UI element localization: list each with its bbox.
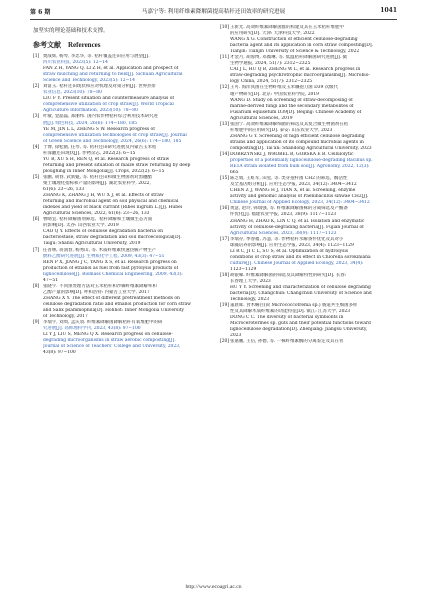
reference-number: [18] [220,272,230,278]
running-title: 马嘉宁等: 利用纤维素降解菌提高秸秆还田效率的研究进展 [141,9,286,15]
reference-line: lignocellulose degradation[D]. Zhenjiang: Jiangsu University, [230,327,368,333]
reference-number: [2] [33,84,40,90]
reference-item [33,248,203,284]
reference-line: FAN Z H, YANG Q, LI Z H, et al. Application and prospect of [43,66,179,72]
reference-item [220,303,396,339]
reference-line: CAO Q Y. Effects of cellulose degradation bacteria on [43,229,163,235]
reference-line: 王新光. 高效纤维素降解菌群的构建及其在玉米秸秆堆肥中 [230,25,344,30]
reference-number: [5] [33,174,40,180]
reference-number: [1] [33,54,40,59]
reference-line: cellulose degradation ratio and ethanol production for corn straw [43,301,191,307]
reference-line: 刘富玉. 秸秆还田现状和应对机理及对策分析[J]. 世界热带 [43,84,156,90]
reference-number: [7] [33,247,40,253]
reference-line: YE M, JIN L L, ZHENG S W. Research progress of [43,126,155,132]
reference-line: 的应用研究[D]. 天津: 天津科技大学, 2022 [230,31,315,37]
reference-line: Microcerotermes sp. guts and their potential functions toward [230,321,371,327]
reference-line: 张鹏, 胡春, 武新魁, 等. 秸秆还田和微生物菌剂对黑穗醋 [43,174,152,180]
reference-line: straw mulching and returning to field[J]. Sichuan Agricultural [43,72,183,78]
reference-line: activity of cellulose-degrading bacteria[J]. Fujian Journal of [230,224,364,230]
reference-line: 件优化[J]. 福建农业学报, 2023, 38(9): 1117−1123 [230,212,337,218]
reference-line: ZHANG K, ZHANG J H, WU X J, et al. Effects of straw [43,193,164,199]
right-column [220,25,396,345]
reference-line: HU Y Y. Screening and characterization of cellulose degrading [230,285,371,291]
reference-number: [10] [220,25,230,30]
reference-line: logy China, 2024, 51(7): 2312−2325 [230,79,313,85]
reference-line: ZHANG H, ZHAO K, LIN C Q, et al. Isolation and enzymatic [230,218,365,224]
reference-line: 乙醇产量的影响[D]. 呼和浩特: 内蒙古工业大学, 2017 [43,289,150,295]
reference-line: Agricultural Sciences, 2019 [230,115,293,121]
reference-line: conditions of crop straw and its effect in Chlorella sorokiniana [230,254,371,260]
reference-item [33,284,203,320]
reference-line: strains and application of its compound microbial agents in [230,139,364,145]
reference-item [33,145,203,175]
reference-line: returning and present situation of maize straw returning by deep [43,162,191,168]
reference-line: comprehensive utilization technologies of crop straw[J]. Journal [43,132,187,138]
reference-number: [3] [33,114,40,120]
reference-number: [14] [220,151,230,157]
reference-line: CHEN Z J, WANG H J, TIAN X, et al. Screening, enzyme [230,188,356,194]
reference-number: [12] [220,85,230,91]
reference-line: Agricultural Sciences, 2022, 61(6): 23−26, 133 [43,211,150,217]
reference-line: returning and microbial agent on soil physical and chemical [43,199,179,205]
reference-list-right [220,25,396,345]
reference-line: 李瑞宇, 刘周, 孟庆羽. 纤维素降解菌降解秸秆有氧堆肥中的研 [43,320,163,326]
reference-line: CAI J L, HU Q B, ZHENG W L, et al. Research progress in [230,67,361,73]
reference-line: indexes and yield of black currant (Ribes nigrum L.)[J]. Hubei [43,205,183,211]
reference-number: [15] [220,176,230,182]
reference-number: [8] [33,283,40,289]
reference-line: Taigu: Shanxi Agricultural University, 2019 [43,241,141,247]
reference-number: [20] [220,339,230,345]
intro-text: 加坚实的理论基础和技术支撑。 [33,28,109,34]
reference-line: 张晓宇. 不同预处理方法对玉米秸秆和沙棘纤维素降解率和 [43,283,157,289]
reference-item [220,25,396,55]
reference-line: 王可. 海洋真菌在生物纤维及玉米镰孢刀菌 D39 次级代 [230,85,339,91]
reference-line: REN P X, JIANG J C, YANG X S, et al. Research progress on [43,259,177,265]
reference-line: 43(8): 97−100 [43,350,76,356]
reference-line: 665 [230,170,239,176]
reference-line: 董晨晖. 食木螨目(叙 Micrococcotrema sp.) 肠道共生细菌多样 [230,303,358,309]
reference-line: 农业信息, 2023(10): 78−80 [43,90,102,96]
reference-line: 究进展[J]. 高师理科学刊, 2023, 43(8): 97−100 [43,326,141,332]
reference-item [33,84,203,114]
reference-item [33,320,203,356]
reference-line: DONG C C. The diversity of bacterial symbionts in [230,315,344,321]
reference-line: ZHANG G Y. Screening of high efficient cellulose degrading [230,133,365,139]
reference-line: 谢产物研究[D]. 北京: 中国农业科学院, 2019 [230,91,319,97]
reference-line: 燃料乙醇研究进展[J]. 生物质化学工程, 2009, 43(3): 47−51 [43,253,165,259]
reference-line: YU B, XU S H, REN Q, et al. Research progress of straw [43,156,170,162]
references-heading: 参考文献 References [33,41,101,49]
reference-number: [6] [33,217,40,223]
reference-line: bacteriostase, straw degradation and soil microecological[D]. [43,235,182,241]
reference-line: 长春理工大学, 2023 [230,278,271,284]
reference-item [220,55,396,85]
reference-line: 及全基因组分析[J]. 应用生态学报, 2023, 34(12): 3404−3412 [230,182,357,188]
reference-item [220,339,396,345]
reference-line: 张嘉鹏, 王信, 孙德, 等. 一株纤维素酶的分离鉴定及其在青 [230,339,344,345]
reference-line: WANG X G. Construction of efficient cellulose-degrading [230,37,358,43]
reference-line: LIU F Y. Present situation and countermeasure analysis of [43,96,175,102]
reference-line: Agricultural Sciences, 2023, 38(9): 1117−1123 [230,230,337,236]
reference-line: comprehensive utilization of crop straw[J]. World Tropical [43,102,174,108]
reference-line: of Green Science and Technology, 2024, 26(6): 174−180, 185 [43,138,182,144]
reference-line: RE1A strain isolated from bulk soil[J]. Agronomy, 2022, 12(3): [230,164,370,170]
reference-item [220,206,396,236]
reference-item [220,273,396,303]
reference-number: [4] [33,144,40,150]
reference-line: bacteria agent and its application in corn straw composting[D]. [230,43,373,49]
reference-line: 任普林, 蒋润春, 杨秀山, 等. 木质纤维素快速热解产物生产 [43,247,157,253]
reference-item [33,114,203,144]
reference-item [220,85,396,121]
reference-line: 生物学通报, 2024, 51(7): 2312−2325 [230,61,311,67]
reference-item [220,176,396,206]
reference-line: 黄慧, 赵玲, 韩瑞强, 等. 纤维素降解菌株的分离筛选及产酶条 [230,206,348,212]
reference-line: 秆深翻还田现状[J]. 作物杂志, 2022(2): 6−15 [43,150,136,156]
reference-line: lignocellulose[J]. Biomass Chemical Engineering, 2009, 43(3): [43,271,183,277]
reference-list-left [33,54,203,356]
reference-line: culture[J]. Chinese Journal of Applied Ecology, 2023, 34(4): [230,260,364,266]
reference-item [33,217,203,247]
footer-url[interactable] [0,584,427,590]
reference-line: DOBRZYŃSKI J, WRÓBEL B, GÓRSKA E B. Cellulolytic [230,151,354,157]
reference-line: 61(6): 23−26, 133 [43,187,85,193]
reference-line: 四川农业科技, 2023(5): 12−14 [43,60,108,66]
reference-number: [16] [220,206,230,212]
reference-item [220,122,396,152]
reference-line: 张国宁. 高效纤维素降解细菌的筛选及其复合微生物菌剂在秸 [230,121,349,127]
reference-line: and Salix psammophila[D]. Hohhot: Inner Mongolia University [43,307,185,313]
reference-line: 陈芝娟, 王虹军, 田星, 等. 类芽孢杆菌 CH2 的筛选、酶活性 [230,176,348,182]
reference-line: 1123−1129 [230,266,257,272]
reference-line: 2023 [230,333,242,339]
reference-number: [11] [220,55,230,61]
reference-line: activity and genomic analysis of Paenibacillus sihwae CH2[J]. [230,194,369,200]
reference-line: 展[J]. 绿色科技, 2024, 26(6): 174−180, 185 [43,120,137,126]
issue-label: 第 6 期 [30,9,51,16]
reference-line: Chinese Journal of Applied Ecology, 2023, 34(12): 3404−3412 [230,200,370,206]
reference-item [220,152,396,176]
page-number: 1041 [380,7,397,14]
reference-number: [9] [33,320,40,326]
reference-line: degrading microorganisms in straw aerobic composting[J]. [43,338,176,344]
reference-line: LI Y J, LIU S, MENG Q X. Research progress on cellulose- [43,332,173,338]
reference-number: [13] [220,121,230,127]
reference-line: of Technology, 2017 [43,314,88,320]
reference-line: 才金月, 胡蓉博, 邓薇琳, 等. 低温秸秆降解菌研究进展[J]. 微 [230,55,347,61]
reference-line: composting[D]. Tai'an: Shandong Agricultural University, 2023 [230,145,372,151]
reference-number: [17] [220,236,230,242]
reference-line: 曹晴宜. 秸秆降解菌剂筛选、秸秆降解和土壤微生态方面 [43,217,153,223]
reference-line: 胡银娣. 纤维素降解菌的筛选及其降解特性的研究[D]. 长春: [230,272,347,278]
reference-line: 秆堆肥中的应用研究[D]. 泰安: 山东农业大学, 2023 [230,127,333,133]
reference-line: 李瑞存, 季春福, 苏慧, 等. 作物秸秆水解条件优化及其对小 [230,236,344,242]
reference-line: 樊战辉, 杨琴, 李忠华, 等. 秸秆覆盖还田应用与展望[J]. [43,54,150,59]
reference-line: 于博, 徐松鹤, 任琴, 等. 秸秆还田研究进展及内蒙古玉米秸 [43,144,157,150]
reference-line: WANG D. Study on screening of straw-decomposing of [230,97,353,103]
reference-item [33,54,203,84]
reference-line: production of ethanol as fuel from fast pyrolysis products of [43,265,179,271]
reference-line: Agriculture Information, 2023(10): 78−80 [43,108,138,114]
reference-line: marine-derived fungi and the secondary metabolites of [230,103,354,109]
reference-item [220,237,396,273]
reference-line: Tianjin: Tianjin University of Science & Technology, 2022 [230,49,360,55]
reference-line: Technology, 2023 [230,297,270,303]
reference-line: Journal of Science of Teachers' College and University, 2023, [43,344,181,350]
reference-line: Fusarium equisetum D39[D]. Beijing: Chinese Academy of [230,109,362,115]
reference-item [33,175,203,217]
reference-line: ploughing in Inner Mongolia[J]. Crops, 2022(2): 6−15 [43,168,165,174]
reference-line: 的影响[D]. 太谷: 山西农业大学, 2019 [43,223,119,229]
reference-line: ZHANG X Y. The effect of different pretreatment methods on [43,295,180,301]
reference-line: Science and Technology, 2023(5): 12−14 [43,78,135,84]
reference-line: straw-degrading psychrotrophic microorganisms[J]. Microbio- [230,73,370,79]
reference-number: [19] [220,303,230,309]
reference-line: 叶敏, 金晶磊, 郑丽纬. 国内农作物秸秆综合利用技术研究进 [43,114,158,120]
reference-line: 球藻培养的影响[J]. 应用生态学报, 2023, 34(4): 1123−1129 [230,242,354,248]
reference-line: 47−51 [43,277,59,283]
running-header [30,7,397,20]
reference-line: properties of a potentially lignocellulose-degrading Bacillus sp. [230,158,373,164]
reference-line: LI R C, JI C L, SU S, et al. Optimization of hydrolysis [230,248,349,254]
journal-url-link[interactable]: http://www.ecoagri.ac.cn [185,584,242,590]
reference-line: 性及其降解木质纤维素的功能特征[D]. 镇江: 江苏大学, 2023 [230,309,351,315]
left-column [33,25,203,356]
reference-line: 栗土壤理化指标和产量的影响[J]. 湖北农业科学, 2022, [43,180,151,186]
reference-line: bacteria[D]. Changchun: Changchun University of Science and [230,291,372,297]
